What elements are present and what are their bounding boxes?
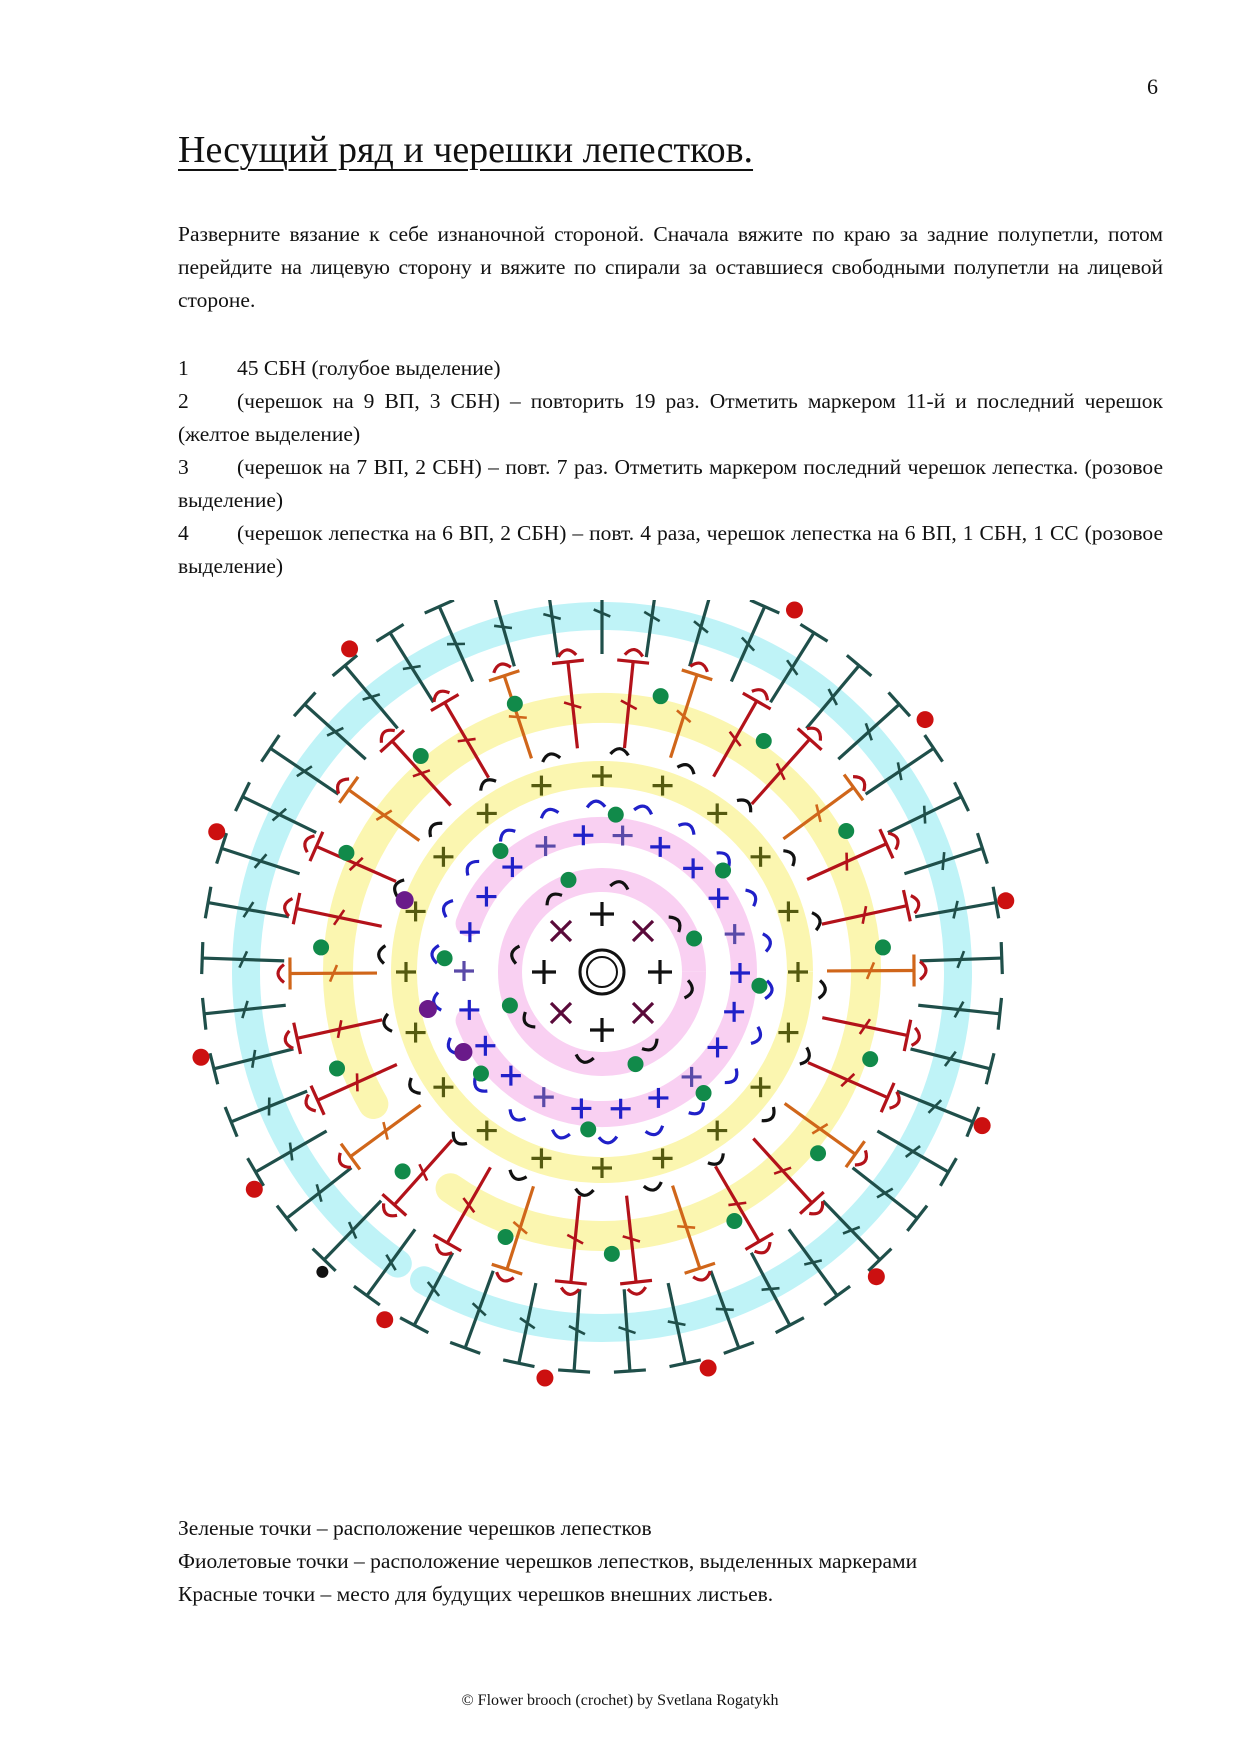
outer-stitch-bar bbox=[762, 1288, 780, 1290]
green-dot bbox=[329, 1060, 345, 1076]
outer-stitch-bar bbox=[924, 806, 925, 824]
blue-loop bbox=[746, 890, 756, 906]
blue-loop bbox=[763, 934, 771, 952]
outer-stitch-top bbox=[400, 1318, 428, 1333]
legend-purple-dots: Фиолетовые точки – расположение черешков лепестков, выделенных маркерами bbox=[178, 1549, 918, 1573]
red-dot bbox=[917, 711, 934, 728]
green-dot bbox=[608, 807, 624, 823]
green-dot bbox=[696, 1085, 712, 1101]
red-dot bbox=[192, 1049, 209, 1066]
blue-loop bbox=[689, 1102, 704, 1113]
legend-green-dots: Зеленые точки – расположение черешков лепестков bbox=[178, 1516, 652, 1540]
outer-stitch-bar bbox=[943, 852, 945, 870]
black-loop bbox=[510, 1170, 527, 1180]
petal-stem-loop bbox=[278, 965, 284, 983]
petal-stem-loop bbox=[558, 650, 576, 657]
petal-stem-loop bbox=[561, 1288, 579, 1295]
black-loop bbox=[576, 1189, 594, 1196]
red-dot bbox=[341, 640, 358, 657]
outer-stitch-top bbox=[376, 624, 403, 641]
black-loop bbox=[379, 946, 386, 964]
outer-stitch-top bbox=[558, 1370, 590, 1372]
green-dot bbox=[686, 930, 702, 946]
green-dot bbox=[838, 823, 854, 839]
step-number: 2 bbox=[178, 389, 189, 413]
blue-loop bbox=[501, 830, 516, 841]
outer-stitch-top bbox=[776, 1318, 804, 1333]
petal-stem-top bbox=[620, 1280, 652, 1283]
red-dot bbox=[700, 1360, 717, 1377]
blue-loop bbox=[541, 809, 558, 818]
step-text: 45 СБН (голубое выделение) bbox=[237, 356, 501, 380]
petal-stem-loop bbox=[497, 1272, 514, 1281]
red-dot bbox=[786, 601, 803, 618]
petal-stem-loop bbox=[920, 961, 926, 979]
end-dot bbox=[316, 1266, 328, 1278]
green-dot bbox=[502, 998, 518, 1014]
black-loop bbox=[384, 1014, 392, 1032]
blue-loop bbox=[552, 1130, 569, 1138]
outer-stitch-bar bbox=[716, 1309, 734, 1310]
green-dot bbox=[580, 1121, 596, 1137]
petal-stem-loop bbox=[912, 1028, 920, 1046]
green-dot bbox=[492, 843, 508, 859]
green-dot bbox=[313, 939, 329, 955]
outer-stitch-top bbox=[333, 655, 358, 676]
outer-stitch-top bbox=[203, 998, 206, 1030]
black-loop bbox=[800, 1047, 810, 1064]
purple-dot bbox=[396, 891, 414, 909]
black-loop bbox=[737, 800, 751, 812]
petal-stem-loop bbox=[690, 663, 707, 672]
green-dot bbox=[498, 1229, 514, 1245]
blue-loop bbox=[751, 1027, 761, 1044]
legend-red-dots: Красные точки – место для будущих черешков внешних листьев. bbox=[178, 1582, 774, 1606]
outer-stitch-top bbox=[614, 1370, 646, 1372]
black-loop bbox=[543, 754, 561, 762]
step-text: (черешок лепестка на 6 ВП, 2 СБН) – повт. 4 раза, черешок лепестка на 6 ВП, 1 СБН, 1 СС (розовое выделение) bbox=[178, 521, 1163, 578]
green-dot bbox=[715, 862, 731, 878]
petal-stem-top bbox=[555, 1281, 587, 1284]
petal-stem-loop bbox=[911, 896, 919, 914]
purple-dot bbox=[454, 1043, 472, 1061]
black-loop bbox=[762, 1107, 774, 1121]
step-text: (черешок на 7 ВП, 2 СБН) – повт. 7 раз. Отметить маркером последний черешок лепестка. (розовое выделение) bbox=[178, 455, 1163, 512]
black-loop bbox=[610, 749, 628, 756]
black-loop bbox=[819, 980, 826, 998]
outer-stitch-top bbox=[1001, 942, 1002, 974]
blue-loop bbox=[646, 1126, 663, 1135]
petal-stem-loop bbox=[625, 650, 643, 657]
outer-stitch-top bbox=[261, 735, 279, 762]
magic-ring-inner bbox=[587, 957, 617, 987]
green-dot bbox=[507, 696, 523, 712]
blue-loop bbox=[678, 824, 693, 835]
step-item bbox=[178, 352, 1163, 385]
petal-stem-top bbox=[617, 660, 649, 663]
outer-stitch-top bbox=[425, 600, 454, 613]
green-dot bbox=[338, 845, 354, 861]
black-loop bbox=[708, 1153, 723, 1164]
red-dot bbox=[868, 1268, 885, 1285]
petal-stem-bar bbox=[677, 1226, 695, 1227]
blue-loop bbox=[510, 1109, 525, 1120]
step-item bbox=[178, 517, 1163, 583]
red-dot bbox=[997, 892, 1014, 909]
blue-loop bbox=[443, 901, 453, 918]
black-loop bbox=[481, 780, 496, 791]
petal-stem-loop bbox=[628, 1287, 646, 1294]
black-loop bbox=[453, 1132, 467, 1144]
outer-stitch-top bbox=[847, 655, 872, 676]
page-number: 6 bbox=[1147, 74, 1158, 99]
green-dot bbox=[628, 1056, 644, 1072]
outer-stitch-top bbox=[940, 1158, 956, 1186]
red-dot bbox=[208, 823, 225, 840]
outer-stitch-top bbox=[277, 1206, 297, 1231]
legend bbox=[178, 1512, 917, 1611]
green-dot bbox=[756, 733, 772, 749]
red-dot bbox=[246, 1181, 263, 1198]
blue-loop bbox=[599, 1137, 617, 1143]
black-loop bbox=[783, 851, 794, 866]
blue-loop bbox=[587, 801, 605, 807]
green-dot bbox=[413, 748, 429, 764]
petal-stem-top bbox=[552, 660, 584, 663]
step-number: 3 bbox=[178, 455, 189, 479]
petal-stem-loop bbox=[693, 1271, 710, 1280]
outer-stitch-top bbox=[750, 600, 779, 613]
outer-stitch-top bbox=[235, 782, 249, 811]
intro-paragraph: Разверните вязание к себе изнаночной стороной. Сначала вяжите по краю за задние полупетли, потом перейдите на лицевую сторону и вяжите по спирали за оставшиеся свободными полупетли на лицевой стороне. bbox=[178, 222, 1163, 312]
petal-stem-loop bbox=[889, 1092, 899, 1108]
outer-stitch-top bbox=[800, 624, 827, 641]
step-number: 4 bbox=[178, 521, 189, 545]
green-dot bbox=[437, 950, 453, 966]
petal-stem-loop bbox=[306, 1095, 316, 1111]
green-dot bbox=[726, 1213, 742, 1229]
crochet-chart-diagram bbox=[150, 600, 1110, 1520]
black-loop bbox=[677, 765, 694, 775]
copyright-footer: © Flower brooch (crochet) by Svetlana Rogatykh bbox=[461, 1692, 779, 1709]
purple-dot bbox=[419, 1000, 437, 1018]
black-loop bbox=[410, 1078, 421, 1093]
petal-stem-bar bbox=[419, 1164, 427, 1180]
black-loop bbox=[812, 913, 820, 931]
green-dot bbox=[875, 939, 891, 955]
outer-stitch-top bbox=[955, 782, 969, 811]
green-dot bbox=[862, 1051, 878, 1067]
red-dot bbox=[536, 1370, 553, 1387]
green-dot bbox=[560, 872, 576, 888]
petal-stem-loop bbox=[888, 833, 898, 849]
petal-stem-loop bbox=[285, 1031, 293, 1049]
petal-stem-loop bbox=[305, 836, 315, 852]
petal-stem-loop bbox=[285, 899, 293, 917]
black-loop bbox=[644, 1182, 662, 1190]
outer-stitch-top bbox=[202, 942, 203, 974]
blue-loop bbox=[467, 861, 479, 875]
outer-stitch-top bbox=[907, 1206, 927, 1231]
outer-stitch-top bbox=[925, 735, 943, 762]
red-dot bbox=[376, 1311, 393, 1328]
step-item bbox=[178, 385, 1163, 451]
steps-list bbox=[178, 352, 1163, 583]
blue-loop bbox=[725, 1069, 737, 1083]
red-dot bbox=[974, 1117, 991, 1134]
green-dot bbox=[395, 1163, 411, 1179]
step-text: (черешок на 9 ВП, 3 СБН) – повторить 19 раз. Отметить маркером 11-й и последний черешок (желтое выделение) bbox=[178, 389, 1163, 446]
outer-stitch-top bbox=[354, 1286, 380, 1305]
outer-stitch-top bbox=[998, 998, 1001, 1030]
green-dot bbox=[751, 978, 767, 994]
green-dot bbox=[810, 1145, 826, 1161]
blue-loop bbox=[634, 806, 651, 814]
step-number: 1 bbox=[178, 356, 189, 380]
petal-stem-loop bbox=[494, 664, 511, 673]
page-title: Несущий ряд и черешки лепестков. bbox=[178, 129, 754, 171]
green-dot bbox=[653, 688, 669, 704]
step-item bbox=[178, 451, 1163, 517]
black-loop bbox=[430, 823, 442, 837]
petal-stem-bar bbox=[509, 716, 527, 717]
green-dot bbox=[473, 1066, 489, 1082]
outer-stitch-top bbox=[824, 1286, 850, 1305]
green-dot bbox=[604, 1246, 620, 1262]
yellow-highlight-band bbox=[338, 708, 866, 1236]
